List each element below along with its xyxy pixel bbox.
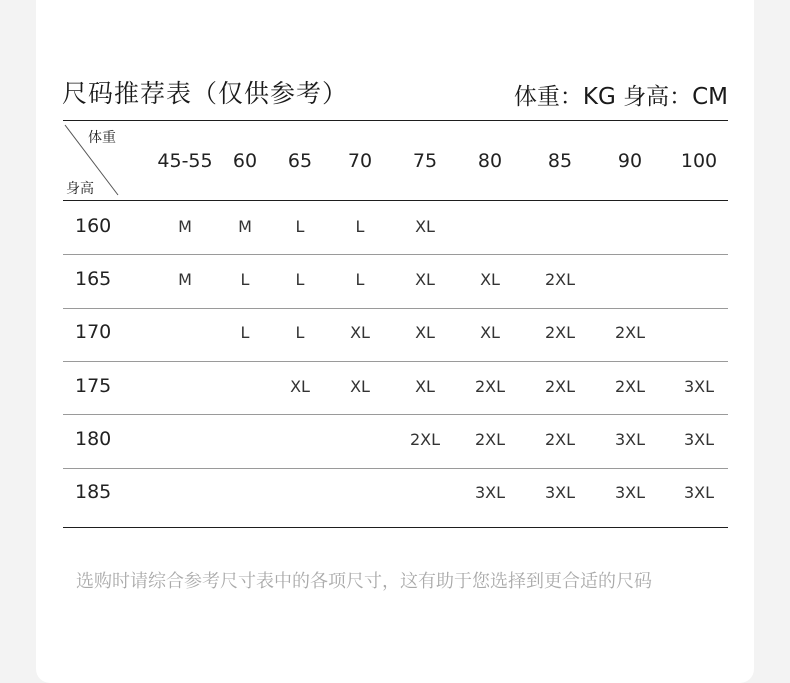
- weight-col-header: 70: [347, 150, 373, 172]
- weight-col-header: 85: [547, 150, 573, 172]
- size-cell: XL: [415, 323, 435, 343]
- weight-col-header: 80: [477, 150, 503, 172]
- weight-col-header: 75: [412, 150, 438, 172]
- size-cell: L: [295, 323, 305, 343]
- header-bottom-rule: [63, 200, 728, 201]
- size-cell: 3XL: [683, 483, 715, 503]
- size-cell: 2XL: [544, 323, 576, 343]
- table-top-rule: [63, 120, 728, 121]
- size-cell: 2XL: [544, 269, 576, 289]
- size-cell: XL: [480, 269, 500, 289]
- weight-col-header: 45-55: [157, 150, 213, 172]
- size-cell: L: [295, 216, 305, 236]
- row-divider: [63, 468, 728, 469]
- height-row-header: 165: [75, 267, 112, 290]
- size-cell: 2XL: [614, 376, 646, 396]
- row-divider: [63, 308, 728, 309]
- weight-col-header: 100: [680, 150, 718, 172]
- corner-weight-label: 体重: [88, 130, 116, 146]
- height-row-header: 170: [75, 321, 112, 344]
- weight-col-header: 60: [232, 150, 258, 172]
- footnote: 选购时请综合参考尺寸表中的各项尺寸，这有助于您选择到更合适的尺码: [76, 571, 652, 592]
- row-divider: [63, 361, 728, 362]
- size-cell: M: [238, 216, 252, 236]
- chart-title: 尺码推荐表（仅供参考）: [62, 79, 349, 108]
- size-cell: XL: [290, 376, 310, 396]
- height-row-header: 185: [75, 481, 112, 504]
- size-cell: 2XL: [474, 429, 506, 449]
- size-cell: 3XL: [614, 483, 646, 503]
- size-cell: XL: [480, 323, 500, 343]
- size-cell: 2XL: [614, 323, 646, 343]
- size-cell: 3XL: [683, 429, 715, 449]
- weight-col-header: 65: [287, 150, 313, 172]
- size-cell: 3XL: [683, 376, 715, 396]
- size-cell: 2XL: [409, 429, 441, 449]
- corner-height-label: 身高: [66, 181, 94, 197]
- size-cell: XL: [350, 376, 370, 396]
- size-cell: XL: [415, 216, 435, 236]
- size-cell: M: [178, 216, 192, 236]
- size-cell: L: [295, 269, 305, 289]
- height-row-header: 160: [75, 214, 112, 237]
- weight-col-header: 90: [617, 150, 643, 172]
- size-cell: XL: [415, 376, 435, 396]
- size-cell: 2XL: [544, 376, 576, 396]
- row-divider: [63, 414, 728, 415]
- table-bottom-rule: [63, 527, 728, 528]
- height-row-header: 175: [75, 374, 112, 397]
- units-label: 体重：KG 身高：CM: [513, 84, 728, 110]
- size-cell: L: [240, 269, 250, 289]
- size-cell: 3XL: [474, 483, 506, 503]
- size-cell: M: [178, 269, 192, 289]
- size-cell: 3XL: [614, 429, 646, 449]
- size-cell: 2XL: [544, 429, 576, 449]
- size-cell: XL: [350, 323, 370, 343]
- height-row-header: 180: [75, 427, 112, 450]
- size-cell: L: [355, 216, 365, 236]
- size-cell: 2XL: [474, 376, 506, 396]
- size-cell: L: [355, 269, 365, 289]
- size-cell: 3XL: [544, 483, 576, 503]
- size-cell: L: [240, 323, 250, 343]
- size-cell: XL: [415, 269, 435, 289]
- row-divider: [63, 254, 728, 255]
